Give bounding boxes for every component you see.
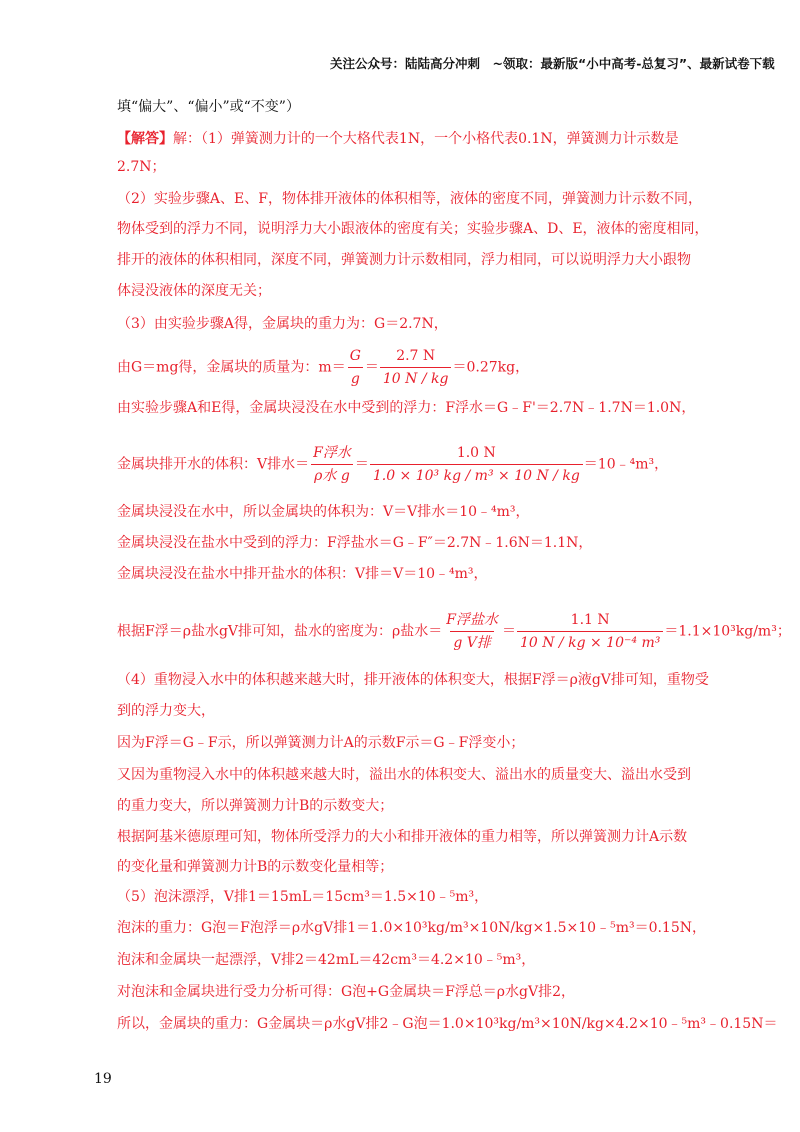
mass-f1-numerator: G (349, 348, 361, 364)
answer-p5-l3: 泡沫和金属块一起漂浮，V排2＝42mL＝42cm³＝4.2×10﹣⁵m³， (117, 952, 536, 968)
answer-p5-l1: （5）泡沫漂浮，V排1＝15mL＝15cm³＝1.5×10﹣⁵m³， (117, 889, 489, 905)
mass-f2-denominator: 10 N / kg (380, 367, 452, 389)
answer-p4-l1: （4）重物浸入水中的体积越来越大时，排开液体的体积变大，根据F浮＝ρ液gV排可知，重物受 (117, 672, 709, 688)
volume-eq-prefix: 金属块排开水的体积：V排水＝ (117, 456, 310, 473)
question-tail: 填“偏大”、“偏小”或“不变”） (117, 99, 300, 115)
volume-equation: 金属块排开水的体积：V排水＝ $\frac{\text{F浮水}}{\text{ρ水 g}}$ ＝ $\frac{1.0 N}{\text{1.0 × 10³ kg / m³ × 10 N / kg}}$ ＝10﹣⁴m³， (117, 445, 669, 484)
page-number: 19 (94, 1071, 112, 1087)
volume-eq-result: ＝10﹣⁴m³， (583, 456, 669, 473)
answer-p4-l7: 的变化量和弹簧测力计B的示数变化量相等； (117, 859, 394, 875)
answer-p4-l6: 根据阿基米德原理可知，物体所受浮力的大小和排开液体的重力相等，所以弹簧测力计A示数 (117, 829, 688, 845)
density-f2-denominator: 10 N / kg × 10⁻⁴ m³ (517, 631, 663, 653)
density-f1-denominator: g V排 (450, 631, 494, 653)
volume-f1-numerator: F浮水 (313, 445, 351, 461)
buoyancy-water-line: 由实验步骤A和E得，金属块浸没在水中受到的浮力：F浮水＝G﹣F'＝2.7N﹣1.7N＝1.0N， (117, 400, 696, 416)
density-equation: 根据F浮＝ρ盐水gV排可知，盐水的密度为：ρ盐水＝ $\frac{\text{F浮盐水}}{\text{g V排}}$ ＝ $\frac{1.1 N}{\text{10 N / kg × 10⁻⁴ m³}}$ ＝1.1×10³kg/m³； (117, 612, 791, 651)
answer-p2-l2: 物体受到的浮力不同，说明浮力大小跟液体的密度有关；实验步骤A、D、E，液体的密度相同， (117, 221, 709, 237)
answer-p4-l4: 又因为重物浸入水中的体积越来越大时，溢出水的体积变大、溢出水的质量变大、溢出水受到 (117, 767, 691, 783)
mass-eq-prefix: 由G＝mg得，金属块的质量为：m＝ (117, 359, 346, 376)
density-eq-prefix: 根据F浮＝ρ盐水gV排可知，盐水的密度为：ρ盐水＝ (117, 623, 443, 640)
volume-f2-numerator: 1.0 N (456, 445, 496, 461)
answer-p5-l5: 所以，金属块的重力：G金属块＝ρ水gV排2﹣G泡＝1.0×10³kg/m³×10N/kg×4.2×10﹣⁵m³﹣0.15N＝ (117, 1016, 778, 1032)
answer-p4-l2: 到的浮力变大， (117, 703, 215, 719)
answer-p2-l1: （2）实验步骤A、E、F，物体排开液体的体积相等，液体的密度不同，弹簧测力计示数不同， (117, 191, 702, 207)
mass-f2-numerator: 2.7 N (396, 348, 436, 364)
density-fraction-symbolic (443, 610, 501, 653)
answer-p5-l2: 泡沫的重力：G泡＝F泡浮＝ρ水gV排1＝1.0×10³kg/m³×10N/kg×1.5×10﹣⁵m³＝0.15N， (117, 920, 706, 936)
mass-equation: 由G＝mg得，金属块的质量为：m＝ $\frac{G}{g}$ ＝ $\frac{2.7 N}{10 N / kg}$ ＝0.27kg， (117, 348, 530, 387)
volume-fraction-symbolic (310, 443, 354, 486)
density-f2-numerator: 1.1 N (570, 612, 610, 628)
salt-volume-line: 金属块浸没在盐水中排开盐水的体积：V排＝V＝10﹣⁴m³， (117, 566, 488, 582)
answer-p1-l1 (117, 129, 679, 149)
answer-p2-l4: 体浸没液体的深度无关； (117, 283, 271, 299)
page-header: 关注公众号：陆陆高分冲刺 ~领取：最新版“小中高考-总复习”、最新试卷下载 (330, 56, 775, 71)
density-eq-result: ＝1.1×10³kg/m³； (664, 623, 791, 640)
mass-f1-denominator: g (348, 367, 363, 389)
answer-tag: 【解答】 (117, 131, 173, 147)
density-f1-numerator: F浮盐水 (446, 612, 498, 628)
volume-fraction-numeric (370, 443, 583, 486)
volume-f2-denominator: 1.0 × 10³ kg / m³ × 10 N / kg (370, 464, 583, 486)
answer-p1-l2: 2.7N； (117, 159, 166, 175)
mass-eq-result: ＝0.27kg， (452, 359, 530, 376)
volume-f1-denominator: ρ水 g (311, 464, 353, 486)
answer-p4-l3: 因为F浮＝G﹣F示，所以弹簧测力计A的示数F示＝G﹣F浮变小； (117, 735, 525, 751)
answer-p2-l3: 排开的液体的体积相同，深度不同，弹簧测力计示数相同，浮力相同，可以说明浮力大小跟物 (117, 252, 691, 268)
density-fraction-numeric (517, 610, 663, 653)
metal-volume-line: 金属块浸没在水中，所以金属块的体积为：V＝V排水＝10﹣⁴m³， (117, 504, 530, 520)
answer-p4-l5: 的重力变大，所以弹簧测力计B的示数变大； (117, 798, 394, 814)
answer-p1-text: 解：（1）弹簧测力计的一个大格代表1N，一个小格代表0.1N，弹簧测力计示数是 (173, 131, 679, 147)
answer-p3-l1: （3）由实验步骤A得，金属块的重力为：G＝2.7N， (117, 316, 448, 332)
mass-fraction-symbolic (347, 346, 364, 389)
buoyancy-salt-line: 金属块浸没在盐水中受到的浮力：F浮盐水＝G﹣F″＝2.7N﹣1.6N＝1.1N， (117, 535, 593, 551)
answer-p5-l4: 对泡沫和金属块进行受力分析可得：G泡+G金属块＝F浮总＝ρ水gV排2， (117, 984, 576, 1000)
mass-fraction-numeric (380, 346, 452, 389)
